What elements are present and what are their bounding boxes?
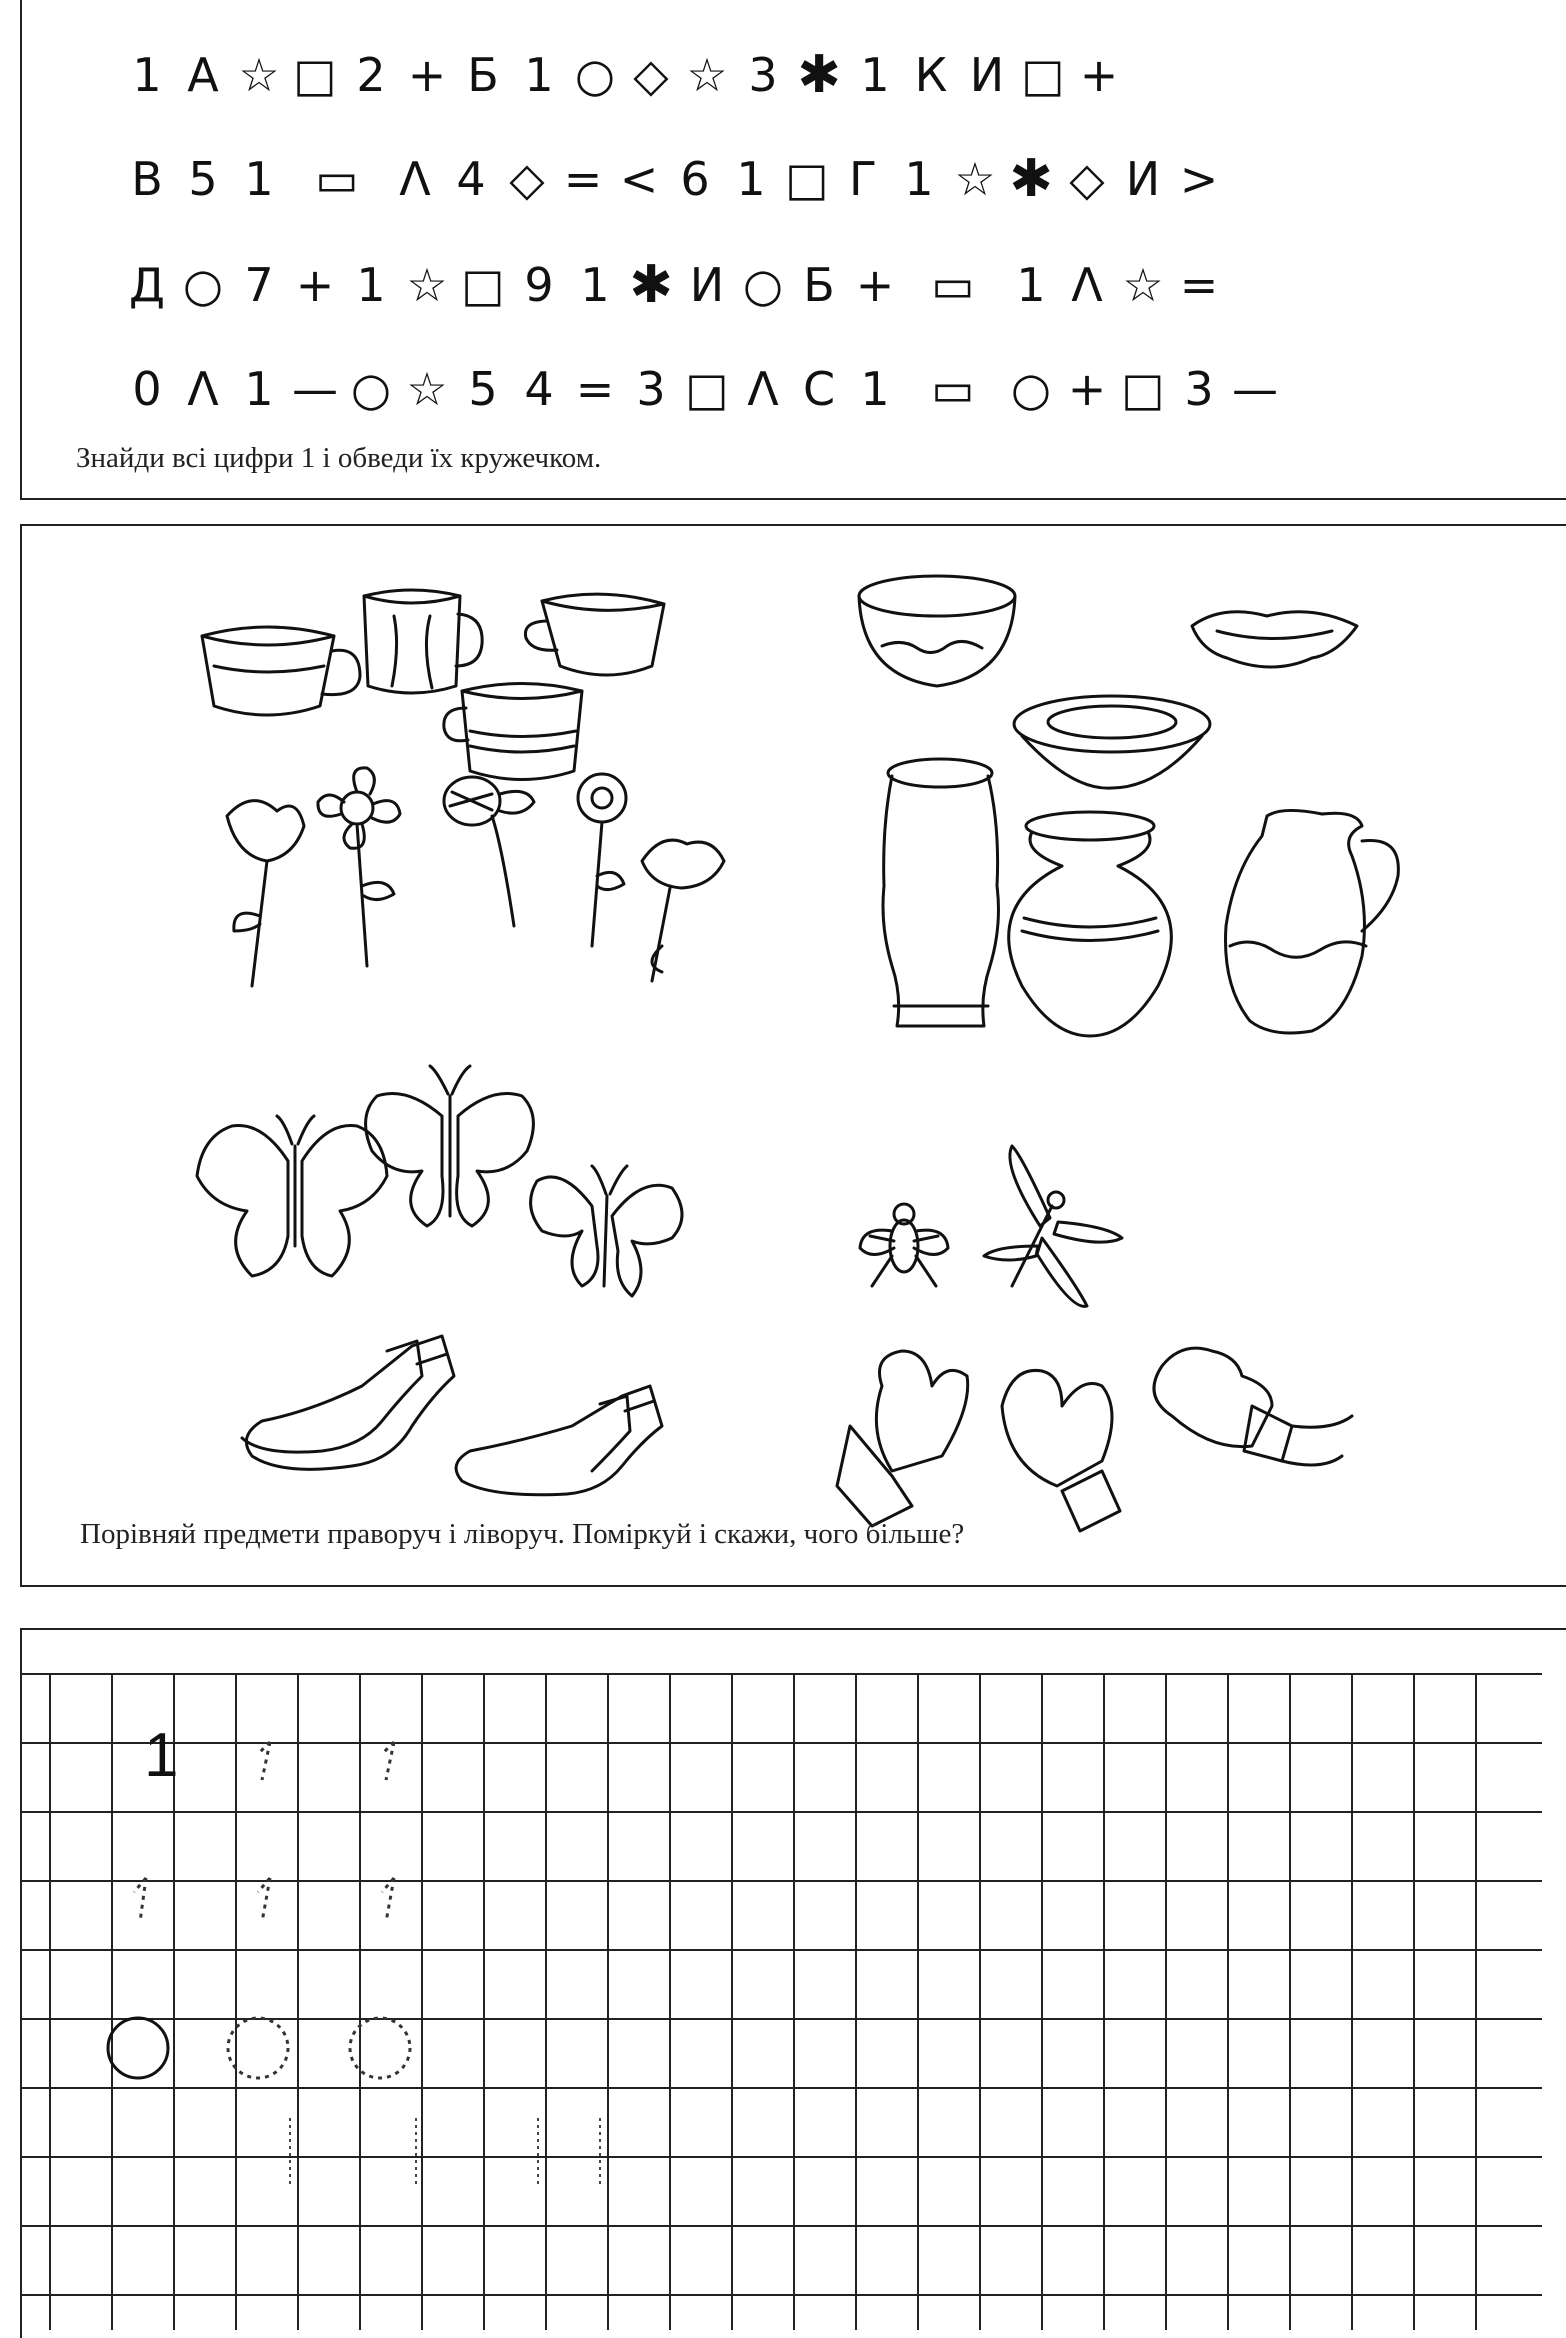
symbol[interactable]: 1 [1016, 257, 1046, 312]
traced-one[interactable] [382, 1742, 394, 1780]
symbol[interactable]: 1 [860, 361, 890, 416]
symbol: ○ [742, 257, 784, 312]
symbol[interactable]: 1 [132, 47, 162, 102]
flower-icon [642, 840, 724, 981]
mitten-icon [1002, 1370, 1120, 1531]
symbol: + [1067, 361, 1107, 416]
sock-icon [242, 1336, 454, 1469]
fly-icon [860, 1204, 948, 1286]
compare-items-panel [20, 524, 1566, 1587]
symbol: ◇ [633, 47, 669, 102]
traced-circles[interactable] [228, 2018, 410, 2078]
flower-icon [318, 768, 400, 966]
symbol[interactable]: 1 [524, 47, 554, 102]
symbol: 2 [356, 47, 386, 102]
symbol: — [1232, 361, 1278, 416]
symbol: 5 [468, 361, 498, 416]
symbol: < [619, 151, 659, 206]
symbol: 3 [1184, 361, 1214, 416]
flowers-group [227, 768, 724, 986]
symbol: И [969, 47, 1005, 102]
symbol: ✱ [797, 44, 841, 105]
symbol: И [1125, 151, 1161, 206]
butterflies-group [197, 1066, 682, 1296]
plate-icon [1014, 696, 1210, 788]
dashed-guides [290, 2118, 600, 2184]
bowl-icon [859, 576, 1015, 686]
symbol: — [292, 361, 338, 416]
vase-icon [883, 759, 998, 1026]
writing-practice-panel [20, 1628, 1566, 2338]
sample-digit-one: 1 [144, 1721, 179, 1790]
mitten-icon [1154, 1348, 1352, 1465]
symbol[interactable]: 1 [244, 361, 274, 416]
symbol: ○ [182, 257, 224, 312]
cups-group [202, 590, 664, 780]
butterfly-icon [197, 1116, 387, 1276]
symbol: 7 [244, 257, 274, 312]
symbol: Г [848, 151, 878, 206]
vases-group [883, 759, 1398, 1036]
symbol-row-1 [124, 36, 1132, 106]
symbol: В [131, 151, 163, 206]
symbol: + [295, 257, 335, 312]
symbol: Λ [187, 361, 219, 416]
task2-instruction: Порівняй предмети праворуч і ліворуч. Поміркуй і скажи, чого більше? [80, 1518, 965, 1550]
symbol: Λ [747, 361, 779, 416]
traced-one[interactable] [258, 1878, 270, 1922]
symbol: ○ [350, 361, 392, 416]
symbol: 4 [456, 151, 486, 206]
symbol: = [575, 361, 615, 416]
symbol-search-panel [20, 0, 1566, 500]
traced-one[interactable] [258, 1742, 270, 1780]
butterfly-icon [531, 1166, 682, 1296]
symbol[interactable]: 1 [244, 151, 274, 206]
symbol: 9 [524, 257, 554, 312]
dragonfly-icon [984, 1146, 1122, 1306]
symbol: С [802, 361, 836, 416]
task1-instruction: Знайди всі цифри 1 і обведи їх кружечком. [76, 442, 602, 474]
symbol: ▭ [931, 361, 975, 416]
dish-icon [1192, 612, 1357, 667]
symbol: ○ [1010, 361, 1052, 416]
symbol-row-4 [124, 350, 1288, 420]
symbol: + [855, 257, 895, 312]
symbol: Λ [399, 151, 431, 206]
symbol: = [563, 151, 603, 206]
symbol: ▭ [931, 257, 975, 312]
pot-icon [1009, 812, 1172, 1036]
symbol: 6 [680, 151, 710, 206]
symbol: Б [467, 47, 499, 102]
symbol: 5 [188, 151, 218, 206]
symbol: □ [785, 151, 829, 206]
symbol: ✱ [629, 254, 673, 315]
symbol: Λ [1071, 257, 1103, 312]
symbol: ☆ [406, 257, 448, 312]
symbol: Д [129, 257, 165, 312]
bowls-group [859, 576, 1357, 788]
symbol: = [1179, 257, 1219, 312]
symbol: □ [293, 47, 337, 102]
symbol: □ [461, 257, 505, 312]
symbol: Б [803, 257, 835, 312]
symbol: + [407, 47, 447, 102]
symbol: ○ [574, 47, 616, 102]
jug-icon [1226, 810, 1399, 1033]
mitten-icon [837, 1351, 968, 1526]
symbol: 3 [748, 47, 778, 102]
flower-icon [578, 774, 626, 946]
symbol[interactable]: 1 [356, 257, 386, 312]
symbol: 0 [132, 361, 162, 416]
symbol: ☆ [686, 47, 728, 102]
traced-one[interactable] [134, 1878, 146, 1922]
cup-icon [364, 590, 482, 693]
flower-icon [444, 777, 534, 926]
socks-group [242, 1336, 662, 1495]
symbol: А [187, 47, 219, 102]
symbol: + [1079, 47, 1119, 102]
symbol: ✱ [1009, 148, 1053, 209]
flower-icon [227, 801, 304, 986]
symbol: ☆ [1122, 257, 1164, 312]
butterfly-icon [366, 1066, 534, 1226]
symbol: ☆ [954, 151, 996, 206]
traced-one[interactable] [382, 1878, 394, 1922]
sample-circle [108, 2018, 168, 2078]
cup-icon [444, 684, 582, 780]
sock-icon [456, 1386, 662, 1495]
symbol: К [914, 47, 948, 102]
symbol[interactable]: 1 [904, 151, 934, 206]
symbol: ▭ [315, 151, 359, 206]
symbol: ◇ [509, 151, 545, 206]
grid-lines [22, 1674, 1542, 2330]
symbol: ☆ [238, 47, 280, 102]
symbol[interactable]: 1 [736, 151, 766, 206]
symbol: ◇ [1069, 151, 1105, 206]
symbol-row-3 [124, 246, 1232, 316]
cup-icon [525, 594, 664, 675]
symbol: □ [1021, 47, 1065, 102]
symbol: □ [1121, 361, 1165, 416]
symbol: И [689, 257, 725, 312]
symbol: 3 [636, 361, 666, 416]
mittens-group [837, 1348, 1352, 1531]
practice-grid[interactable] [22, 1630, 1566, 2336]
symbol: ☆ [406, 361, 448, 416]
cup-icon [202, 627, 360, 715]
symbol: 4 [524, 361, 554, 416]
insects-group [860, 1146, 1122, 1306]
symbol[interactable]: 1 [580, 257, 610, 312]
symbol-row-2 [124, 140, 1232, 210]
symbol: > [1179, 151, 1219, 206]
symbol: □ [685, 361, 729, 416]
symbol[interactable]: 1 [860, 47, 890, 102]
illustrations [22, 526, 1566, 1585]
